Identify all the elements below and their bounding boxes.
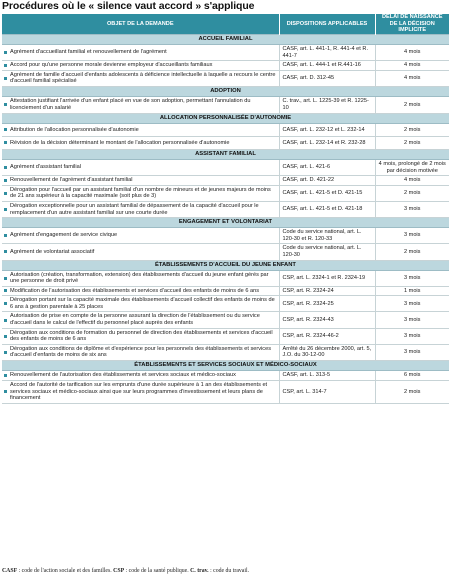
- objet-text: Agrément d'assistant familial: [10, 164, 82, 171]
- cell-delai: 2 mois: [375, 381, 449, 404]
- cell-dispositions: CASF, art. L. 232-14 et R. 232-28: [279, 136, 375, 149]
- objet-text: Dérogation aux conditions de diplôme et d'expérience pour les personnels des établissements et services d'accueil d'enfants de moins de six ans: [10, 345, 272, 359]
- cell-delai: 3 mois: [375, 270, 449, 286]
- section-title: ÉTABLISSEMENTS D'ACCUEIL DU JEUNE ENFANT: [2, 260, 449, 270]
- cell-delai: 4 mois: [375, 61, 449, 71]
- cell-objet: [2, 296, 279, 312]
- cell-objet: [2, 201, 279, 217]
- square-bullet-icon: [4, 302, 7, 305]
- header-objet: OBJET DE LA DEMANDE: [2, 14, 279, 35]
- footnote-abbr: C. trav.: [190, 568, 209, 574]
- objet-text: Renouvellement de l'agrément d'assistant familial: [10, 177, 133, 184]
- table-row: [2, 244, 449, 260]
- cell-dispositions: CSP, art. L. 314-7: [279, 381, 375, 404]
- cell-dispositions: Code du service national, art. L. 120-30: [279, 244, 375, 260]
- cell-delai: 4 mois: [375, 70, 449, 86]
- section-title: ENGAGEMENT ET VOLONTARIAT: [2, 218, 449, 228]
- cell-dispositions: C. trav., art. L. 1225-39 et R. 1225-10: [279, 96, 375, 113]
- square-bullet-icon: [4, 208, 7, 211]
- square-bullet-icon: [4, 277, 7, 280]
- square-bullet-icon: [4, 319, 7, 322]
- cell-dispositions: CSP, art. R. 2324-24: [279, 286, 375, 296]
- table-row: [2, 176, 449, 186]
- table-row: [2, 45, 449, 61]
- cell-dispositions: CASF, art. L. 421-5 et D. 421-15: [279, 185, 375, 201]
- square-bullet-icon: [4, 64, 7, 67]
- cell-objet: [2, 123, 279, 136]
- section-title: ADOPTION: [2, 86, 449, 96]
- square-bullet-icon: [4, 166, 7, 169]
- square-bullet-icon: [4, 128, 7, 131]
- cell-objet: [2, 270, 279, 286]
- procedures-table: [2, 14, 449, 404]
- square-bullet-icon: [4, 335, 7, 338]
- table-row: [2, 123, 449, 136]
- cell-objet: [2, 312, 279, 328]
- table-row: [2, 328, 449, 344]
- objet-text: Modification de l'autorisation des établissements et services d'accueil des enfants de moins de 6 ans: [10, 287, 260, 294]
- section-header: [2, 35, 449, 45]
- cell-objet: [2, 45, 279, 61]
- objet-text: Dérogation pour l'accueil par un assistant familial d'un nombre de mineurs et de jeunes majeurs de moins de 21 ans supérieur à la capacité maximale (soit plus de 3): [10, 186, 271, 200]
- cell-objet: [2, 328, 279, 344]
- table-row: [2, 296, 449, 312]
- table-row: [2, 270, 449, 286]
- cell-dispositions: CASF, art. L. 444-1 et R.441-16: [279, 61, 375, 71]
- cell-objet: [2, 244, 279, 260]
- cell-dispositions: CSP, art. L. 2324-1 et R. 2324-19: [279, 270, 375, 286]
- cell-delai: 3 mois: [375, 228, 449, 244]
- cell-dispositions: CSP, art. R. 2324-46-2: [279, 328, 375, 344]
- header-dispositions: DISPOSITIONS APPLICABLES: [279, 14, 375, 35]
- cell-objet: [2, 136, 279, 149]
- objet-text: Accord de l'autorité de tarification sur les emprunts d'une durée supérieure à 1 an des établissements et services sociaux et médico-sociaux ainsi que sur leurs programmes d'investissement et leurs plans de financement: [10, 382, 268, 402]
- table-row: [2, 228, 449, 244]
- objet-text: Agrément de famille d'accueil d'enfants adolescents à déficience intellectuelle à laquelle a recours le centre d'accueil familial spécialisé: [10, 71, 276, 85]
- objet-text: Attribution de l'allocation personnalisée d'autonomie: [10, 126, 139, 133]
- section-title: ÉTABLISSEMENTS ET SERVICES SOCIAUX ET MÉDICO-SOCIAUX: [2, 361, 449, 371]
- objet-text: Dérogation aux conditions de formation du personnel de direction des établissements et services d'accueil des enfants de moins de 6 ans: [10, 329, 273, 343]
- table-row: [2, 381, 449, 404]
- cell-objet: [2, 176, 279, 186]
- cell-dispositions: CASF, art. L. 232-12 et L. 232-14: [279, 123, 375, 136]
- cell-dispositions: CASF, art. L. 313-5: [279, 371, 375, 381]
- cell-delai: 2 mois: [375, 136, 449, 149]
- objet-text: Révision de la décision déterminant le montant de l'allocation personnalisée d'autonomie: [10, 139, 230, 146]
- cell-objet: [2, 371, 279, 381]
- square-bullet-icon: [4, 234, 7, 237]
- table-row: [2, 201, 449, 217]
- cell-delai: 3 mois: [375, 328, 449, 344]
- table-row: [2, 371, 449, 381]
- square-bullet-icon: [4, 289, 7, 292]
- section-header: [2, 218, 449, 228]
- cell-dispositions: CASF, art. L. 421-6: [279, 159, 375, 175]
- cell-delai: 3 mois: [375, 296, 449, 312]
- section-header: [2, 113, 449, 123]
- cell-delai: 3 mois: [375, 312, 449, 328]
- cell-objet: [2, 381, 279, 404]
- cell-dispositions: Code du service national, art. L. 120-30 et R. 120-33: [279, 228, 375, 244]
- objet-text: Renouvellement de l'autorisation des établissements et services sociaux et médico-sociaux: [10, 372, 236, 379]
- cell-dispositions: CASF, art. L. 441-1, R. 441-4 et R. 441-7: [279, 45, 375, 61]
- objet-text: Accord pour qu'une personne morale devienne employeur d'accueillants familiaux: [10, 62, 213, 69]
- page-title: Procédures où le « silence vaut accord » s'applique: [2, 0, 255, 12]
- objet-text: Agrément d'accueillant familial et renouvellement de l'agrément: [10, 49, 167, 56]
- section-title: ACCUEIL FAMILIAL: [2, 35, 449, 45]
- cell-delai: 4 mois, prolongé de 2 mois par décision motivée: [375, 159, 449, 175]
- objet-text: Agrément d'engagement de service civique: [10, 232, 118, 239]
- cell-delai: 3 mois: [375, 344, 449, 360]
- cell-dispositions: Arrêté du 26 décembre 2000, art. 5, J.O. du 30-12-00: [279, 344, 375, 360]
- cell-delai: 4 mois: [375, 45, 449, 61]
- objet-text: Autorisation (création, transformation, extension) des établissements d'accueil du jeune enfant gérés par une personne de droit privé: [10, 271, 269, 285]
- section-header: [2, 260, 449, 270]
- table-row: [2, 286, 449, 296]
- section-title: ASSISTANT FAMILIAL: [2, 149, 449, 159]
- cell-delai: 3 mois: [375, 201, 449, 217]
- cell-objet: [2, 286, 279, 296]
- table-body: [2, 35, 449, 404]
- square-bullet-icon: [4, 103, 7, 106]
- objet-text: Autorisation de prise en compte de la personne assurant la direction de l'établissement ou du service d'accueil dans le calcul de l'effectif du personnel placé auprès des enfants: [10, 313, 260, 327]
- cell-dispositions: CSP, art. R. 2324-25: [279, 296, 375, 312]
- square-bullet-icon: [4, 390, 7, 393]
- table-row: [2, 136, 449, 149]
- square-bullet-icon: [4, 374, 7, 377]
- table-row: [2, 312, 449, 328]
- cell-objet: [2, 344, 279, 360]
- cell-delai: 6 mois: [375, 371, 449, 381]
- cell-objet: [2, 96, 279, 113]
- cell-objet: [2, 228, 279, 244]
- cell-dispositions: CSP, art. R. 2324-43: [279, 312, 375, 328]
- cell-delai: 2 mois: [375, 123, 449, 136]
- footnote: [2, 568, 249, 574]
- table-row: [2, 61, 449, 71]
- footnote-text: : code de l'action sociale et des familles.: [17, 568, 114, 574]
- cell-objet: [2, 61, 279, 71]
- cell-objet: [2, 70, 279, 86]
- footnote-text: : code de la santé publique.: [124, 568, 191, 574]
- square-bullet-icon: [4, 192, 7, 195]
- footnote-text: : code du travail.: [208, 568, 250, 574]
- table-row: [2, 185, 449, 201]
- objet-text: Agrément de volontariat associatif: [10, 248, 95, 255]
- square-bullet-icon: [4, 51, 7, 54]
- footnote-abbr: CASF: [2, 568, 18, 574]
- cell-delai: 1 mois: [375, 286, 449, 296]
- table-row: [2, 96, 449, 113]
- cell-objet: [2, 185, 279, 201]
- cell-delai: 2 mois: [375, 244, 449, 260]
- section-header: [2, 149, 449, 159]
- table-row: [2, 344, 449, 360]
- footnote-abbr: CSP: [113, 568, 125, 574]
- square-bullet-icon: [4, 351, 7, 354]
- table-row: [2, 159, 449, 175]
- cell-delai: 2 mois: [375, 185, 449, 201]
- cell-delai: 2 mois: [375, 96, 449, 113]
- square-bullet-icon: [4, 141, 7, 144]
- square-bullet-icon: [4, 77, 7, 80]
- cell-dispositions: CASF, art. D. 421-22: [279, 176, 375, 186]
- table-header: [2, 14, 449, 35]
- objet-text: Dérogation exceptionnelle pour un assistant familial de dépassement de la capacité d'accueil pour le remplacement d'un autre assistant familial sur une courte durée: [10, 202, 259, 216]
- cell-dispositions: CASF, art. L. 421-5 et D. 421-18: [279, 201, 375, 217]
- cell-delai: 4 mois: [375, 176, 449, 186]
- header-delai: DÉLAI DE NAISSANCE DE LA DÉCISION IMPLICITE: [375, 14, 449, 35]
- section-header: [2, 361, 449, 371]
- table-row: [2, 70, 449, 86]
- cell-objet: [2, 159, 279, 175]
- section-header: [2, 86, 449, 96]
- square-bullet-icon: [4, 179, 7, 182]
- objet-text: Dérogation portant sur la capacité maximale des établissements d'accueil collectif des enfants de moins de 6 ans à gestion parentale à 25 places: [10, 297, 275, 310]
- cell-dispositions: CASF, art. D. 312-45: [279, 70, 375, 86]
- objet-text: Attestation justifiant l'arrivée d'un enfant placé en vue de son adoption, permettant l'annulation du licenciement d'un salarié: [10, 98, 251, 111]
- square-bullet-icon: [4, 250, 7, 253]
- section-title: ALLOCATION PERSONNALISÉE D'AUTONOMIE: [2, 113, 449, 123]
